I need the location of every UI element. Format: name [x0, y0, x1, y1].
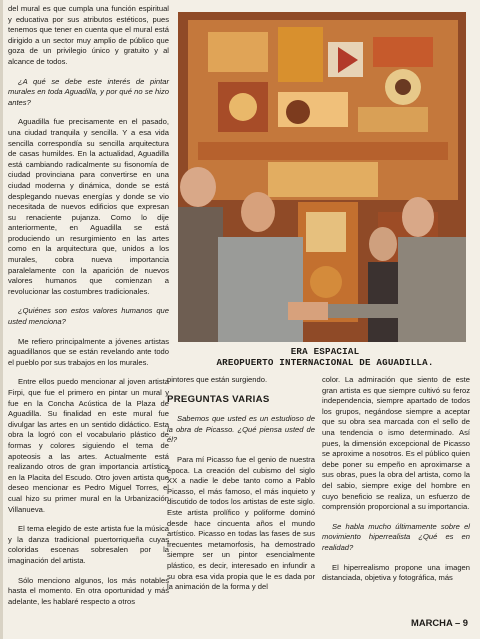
interview-question: Se habla mucho últimamente sobre el movimiento hiperrealista ¿Qué es en realidad? [322, 521, 470, 552]
page-footer: MARCHA – 9 [411, 617, 468, 628]
photo-airport-ceremony [178, 12, 466, 342]
paragraph: Aguadilla fue precisamente en el pasado, una ciudad tranquila y sencilla. Y a esa vida sencilla correspondía su sencilla arquitectura de casas humildes. En la actualidad, Aguadilla está cambiando radicalmente su fisonomía de ciudad provinciana para convertirse en una ciudad moderna y dinámica, donde se está desplegando nuevas energías y donde se vio necesitada de nuevos edificios que expresan su renaciente pujanza. Como lo dije anteriormente, en Aguadilla se está produciendo un resurgimiento en las artes como en la arquitectura que, unidos a los murales, cobra nueva importancia paralelamente con la aparición de nuevos valores humanos que comienzan a revolucionar las costumbres tradicionales. [8, 117, 169, 296]
right-column [322, 375, 470, 593]
photo-caption [180, 346, 470, 368]
left-column [8, 4, 169, 616]
paragraph: El hiperrealismo propone una imagen distanciada, objetiva y fotográfica, más [322, 562, 470, 583]
paragraph: del mural es que cumpla una función espiritual y educativa por sus atributos estéticos, pues tenemos que tener en cuenta que el mural está dirigido a un sector muy amplio de público que goza de un privilegio único y gratuito y al alcance de todos. [8, 4, 169, 66]
paragraph: pintores que están surgiendo. [167, 375, 268, 384]
paragraph: Para mí Picasso fue el genio de nuestra época. La creación del cubismo del siglo XX a nadie le debe tanto como a Pablo Picasso, el más famoso, el más inquieto y discutido de todos los artistas de este siglo. Este artista prolífico y poliforme dominó desde hace cincuenta años el mundo artístico. Picasso en todas las fases de sus frecuentes metamorfosis, ha demostrado siempre ser un pintor esencialmente plástico, es decir, interesado en infundir a su obra esa vida propia que le es dada por la animación de la forma y del [167, 454, 315, 592]
interview-question: ¿Quiénes son estos valores humanos que usted menciona? [8, 306, 169, 327]
interview-question: Sabemos que usted es un estudioso de la obra de Picasso. ¿Qué piensa usted de él? [167, 414, 315, 445]
caption-line-2: AREOPUERTO INTERNACIONAL DE AGUADILLA. [216, 357, 434, 368]
caption-line-1: ERA ESPACIAL [290, 346, 360, 357]
paragraph: El tema elegido de este artista fue la música y la danza tradicional puertorriqueña cuyas coloridas escenas sobresalen por la imaginación del artista. [8, 524, 169, 565]
interview-question: ¿A qué se debe este interés de pintar murales en toda Aguadilla, y por qué no se hizo antes? [8, 76, 169, 107]
paragraph: color. La admiración que siento de este gran artista es que siempre cultivó su feroz independencia, siempre apartado de todos los grupos, negándose siempre a aceptar que su obra sea marcada con el sello de una tendencia o ismo determinado. Así pues, la dimensión excepcional de Picasso se aproxime a nosotros. Es el público quien debe poner su empeño en aproximarse a sus obras, pues la obra del artista, como la del sabio, siempre exige del hombre en cuyo beneficio se realiza, un esfuerzo de comprensión proporcional a su importancia. [322, 375, 470, 512]
section-heading: PREGUNTAS VARIAS [167, 393, 270, 405]
paragraph: Entre ellos puedo mencionar al joven artista Firpi, que fue el primero en pintar un mural y fue en la Concha Acústica de la Plaza de Aguadilla. Su finalidad en este mural fue divulgar las artes en un sentido didáctico. Esta obra la logró con el vocabulario plástico de formas y colores siguiendo el tema de apoteosis a las artes. Actualmente está realizando otros de gran importancia artística en la Placita del Escudo. Otro joven artista que deseo mencionar es Pedro Miguel Torres, el cual hizo su primer mural en la Urbanización Villanueva. [8, 377, 169, 514]
photo-illustration [178, 12, 466, 342]
paragraph: Sólo menciono algunos, los más notables hasta el momento. En otra oportunidad y más adelante, les hablaré respecto a otros [8, 575, 169, 606]
middle-column [167, 375, 315, 602]
paragraph: Me refiero principalmente a jóvenes artistas aguadillanos que se están revelando ante todo el pueblo por sus trabajos en los murales. [8, 336, 169, 367]
